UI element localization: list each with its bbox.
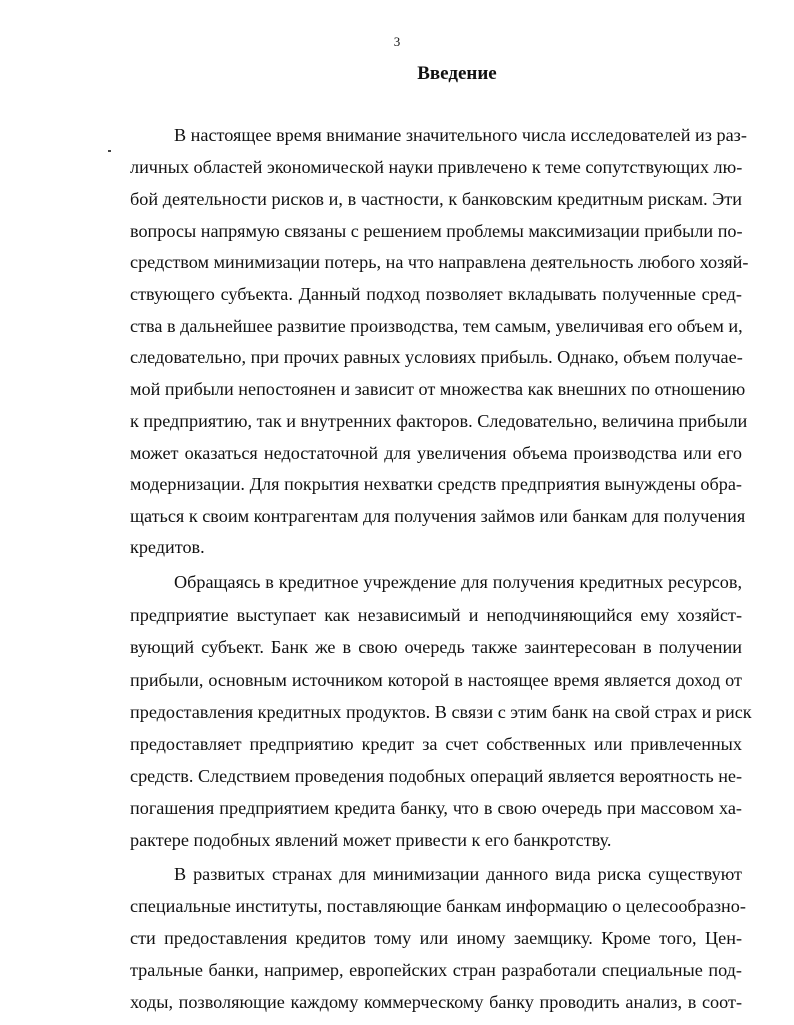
paragraph-2-line-1: Обращаясь в кредитное учреждение для получения кредитных ресурсов, [174, 572, 742, 592]
paragraph-1-line-7: ства в дальнейшее развитие производства, тем самым, увеличивая его объем и, [130, 316, 743, 336]
paragraph-3-line-4: тральные банки, например, европейских стран разработали специальные под- [130, 960, 742, 980]
paragraph-3-line-3: сти предоставления кредитов тому или иному заемщику. Кроме того, Цен- [130, 928, 742, 948]
margin-mark [108, 150, 111, 152]
paragraph-2-line-5: предоставления кредитных продуктов. В связи с этим банк на свой страх и риск [130, 702, 752, 722]
paragraph-1-line-2: личных областей экономической науки привлечено к теме сопутствующих лю- [130, 157, 743, 177]
paragraph-2-line-2: предприятие выступает как независимый и неподчиняющийся ему хозяйст- [130, 605, 742, 625]
paragraph-1-line-3: бой деятельности рисков и, в частности, к банковским кредитным рискам. Эти [130, 189, 742, 209]
paragraph-2-line-3: вующий субъект. Банк же в свою очередь также заинтересован в получении [130, 637, 742, 657]
paragraph-2-line-7: средств. Следствием проведения подобных операций является вероятность не- [130, 766, 743, 786]
paragraph-2-line-4: прибыли, основным источником которой в настоящее время является доход от [130, 670, 742, 690]
paragraph-2-line-6: предоставляет предприятию кредит за счет собственных или привлеченных [130, 734, 742, 754]
paragraph-1-line-5: средством минимизации потерь, на что направлена деятельность любого хозяй- [130, 252, 749, 272]
paragraph-1-line-10: к предприятию, так и внутренних факторов. Следовательно, величина прибыли [130, 411, 748, 431]
paragraph-2-line-8: погашения предприятием кредита банку, что в свою очередь при массовом ха- [130, 798, 742, 818]
paragraph-2-line-9: рактере подобных явлений может привести к его банкротству. [130, 830, 612, 850]
paragraph-1-line-9: мой прибыли непостоянен и зависит от множества как внешних по отношению [130, 379, 746, 399]
paragraph-1-line-4: вопросы напрямую связаны с решением проблемы максимизации прибыли по- [130, 221, 743, 241]
page-number: 3 [393, 34, 401, 49]
paragraph-3-line-5: ходы, позволяющие каждому коммерческому банку проводить анализ, в соот- [130, 992, 742, 1012]
paragraph-1-line-8: следовательно, при прочих равных условиях прибыль. Однако, объем получае- [130, 347, 743, 367]
paragraph-1-line-13: щаться к своим контрагентам для получения займов или банкам для получения [130, 506, 746, 526]
paragraph-3-line-2: специальные институты, поставляющие банкам информацию о целесообразно- [130, 896, 746, 916]
page-title: Введение [417, 63, 497, 84]
paragraph-1-line-14: кредитов. [130, 537, 205, 557]
paragraph-1-line-6: ствующего субъекта. Данный подход позволяет вкладывать полученные сред- [130, 284, 742, 304]
paragraph-1-line-11: может оказаться недостаточной для увеличения объема производства или его [130, 443, 742, 463]
paragraph-1-line-12: модернизации. Для покрытия нехватки средств предприятия вынуждены обра- [130, 474, 742, 494]
paragraph-1-line-1: В настоящее время внимание значительного числа исследователей из раз- [174, 125, 747, 145]
paragraph-3-line-1: В развитых странах для минимизации данного вида риска существуют [174, 864, 742, 884]
